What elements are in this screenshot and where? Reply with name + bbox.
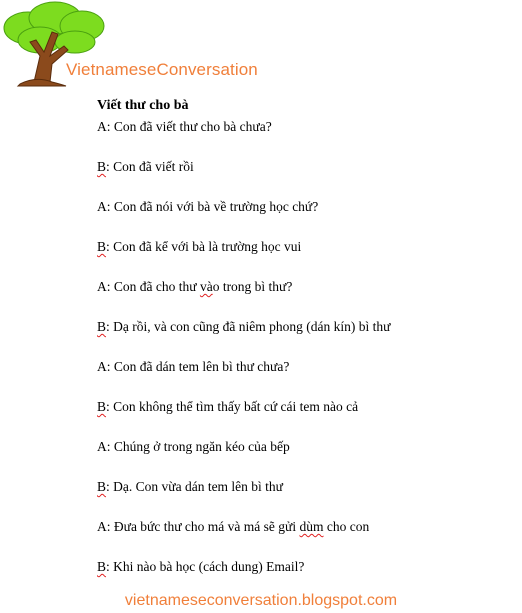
dialogue-line: A: Con đã cho thư vào trong bì thư? <box>97 279 293 294</box>
dialogue-line: A: Con đã nói với bà về trường học chứ? <box>97 199 319 214</box>
dialogue-line: A: Chúng ở trong ngăn kéo của bếp <box>97 439 290 454</box>
dialogue-line: B: Con không thể tìm thấy bất cứ cái tem nào cả <box>97 399 359 414</box>
dialogue-line: A: Con đã dán tem lên bì thư chưa? <box>97 359 290 374</box>
dialogue-line: B: Dạ rồi, và con cũng đã niêm phong (dán kín) bì thư <box>97 319 391 334</box>
dialogue-line: B: Con đã viết rồi <box>97 159 194 174</box>
dialogue-title: Viết thư cho bà <box>97 98 189 113</box>
dialogue-lines <box>97 119 390 599</box>
dialogue-line: B: Khi nào bà học (cách dung) Email? <box>97 559 305 574</box>
site-brand: VietnameseConversation <box>66 60 258 79</box>
dialogue-line: A: Con đã viết thư cho bà chưa? <box>97 119 272 134</box>
dialogue-line: A: Đưa bức thư cho má và má sẽ gửi dùm cho con <box>97 519 370 534</box>
blog-url[interactable]: vietnameseconversation.blogspot.com <box>124 592 398 609</box>
dialogue-line: B: Con đã kể với bà là trường học vui <box>97 239 302 254</box>
dialogue-line: B: Dạ. Con vừa dán tem lên bì thư <box>97 479 283 494</box>
